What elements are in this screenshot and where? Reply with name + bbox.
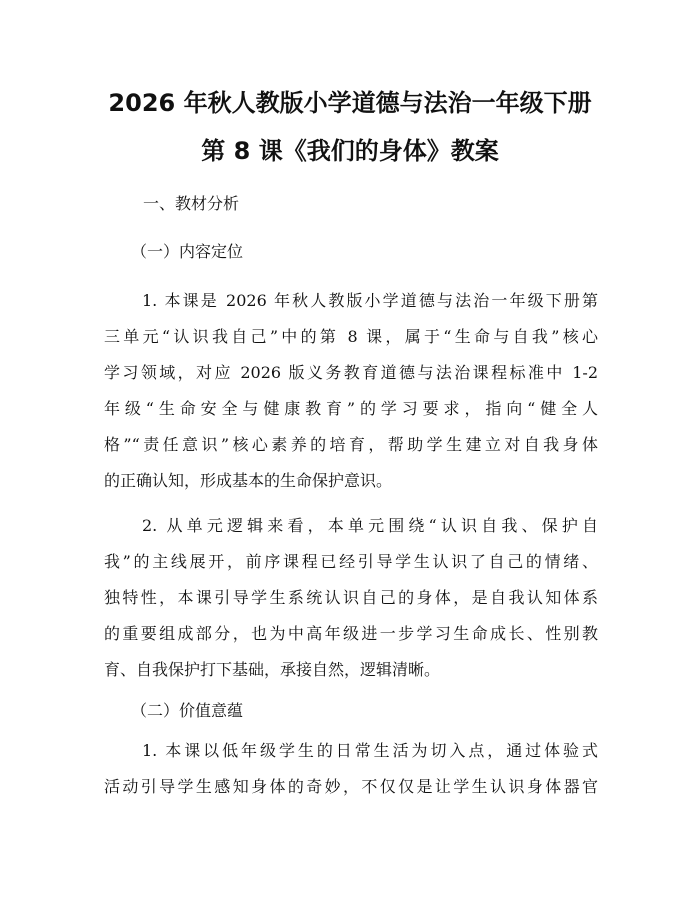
paragraph-line: 活动引导学生感知身体的奇妙，不仅仅是让学生认识身体器官 bbox=[104, 777, 598, 796]
paragraph-line: 格”“责任意识”核心素养的培育，帮助学生建立对自我身体 bbox=[104, 435, 598, 454]
document-title-line-1: 2026 年秋人教版小学道德与法治一年级下册 bbox=[108, 89, 592, 117]
paragraph-line: 育、自我保护打下基础，承接自然，逻辑清晰。 bbox=[104, 660, 441, 679]
paragraph-line: 2. 从单元逻辑来看，本单元围绕“认识自我、保护自 bbox=[142, 516, 598, 535]
paragraph-3 bbox=[104, 733, 598, 805]
paragraph-line: 独特性，本课引导学生系统认识自己的身体，是自我认知体系 bbox=[104, 588, 598, 607]
paragraph-line: 1. 本课是 2026 年秋人教版小学道德与法治一年级下册第 bbox=[142, 291, 598, 310]
document-title-line-2: 第 8 课《我们的身体》教案 bbox=[201, 137, 499, 165]
section-heading-textbook-analysis: 一、教材分析 bbox=[143, 194, 240, 213]
paragraph-1 bbox=[104, 283, 598, 499]
paragraph-line: 三单元“认识我自己”中的第 8 课，属于“生命与自我”核心 bbox=[104, 327, 598, 346]
paragraph-line: 学习领域，对应 2026 版义务教育道德与法治课程标准中 1-2 bbox=[104, 363, 598, 382]
paragraph-2 bbox=[104, 508, 598, 688]
subsection-heading-content-positioning: （一）内容定位 bbox=[131, 242, 244, 261]
subsection-heading-value-implication: （二）价值意蕴 bbox=[131, 701, 244, 720]
paragraph-line: 1. 本课以低年级学生的日常生活为切入点，通过体验式 bbox=[142, 741, 598, 760]
paragraph-line: 我”的主线展开，前序课程已经引导学生认识了自己的情绪、 bbox=[104, 552, 598, 571]
paragraph-line: 年级“生命安全与健康教育”的学习要求，指向“健全人 bbox=[104, 399, 598, 418]
paragraph-line: 的正确认知，形成基本的生命保护意识。 bbox=[104, 471, 393, 490]
paragraph-line: 的重要组成部分，也为中高年级进一步学习生命成长、性别教 bbox=[104, 624, 598, 643]
